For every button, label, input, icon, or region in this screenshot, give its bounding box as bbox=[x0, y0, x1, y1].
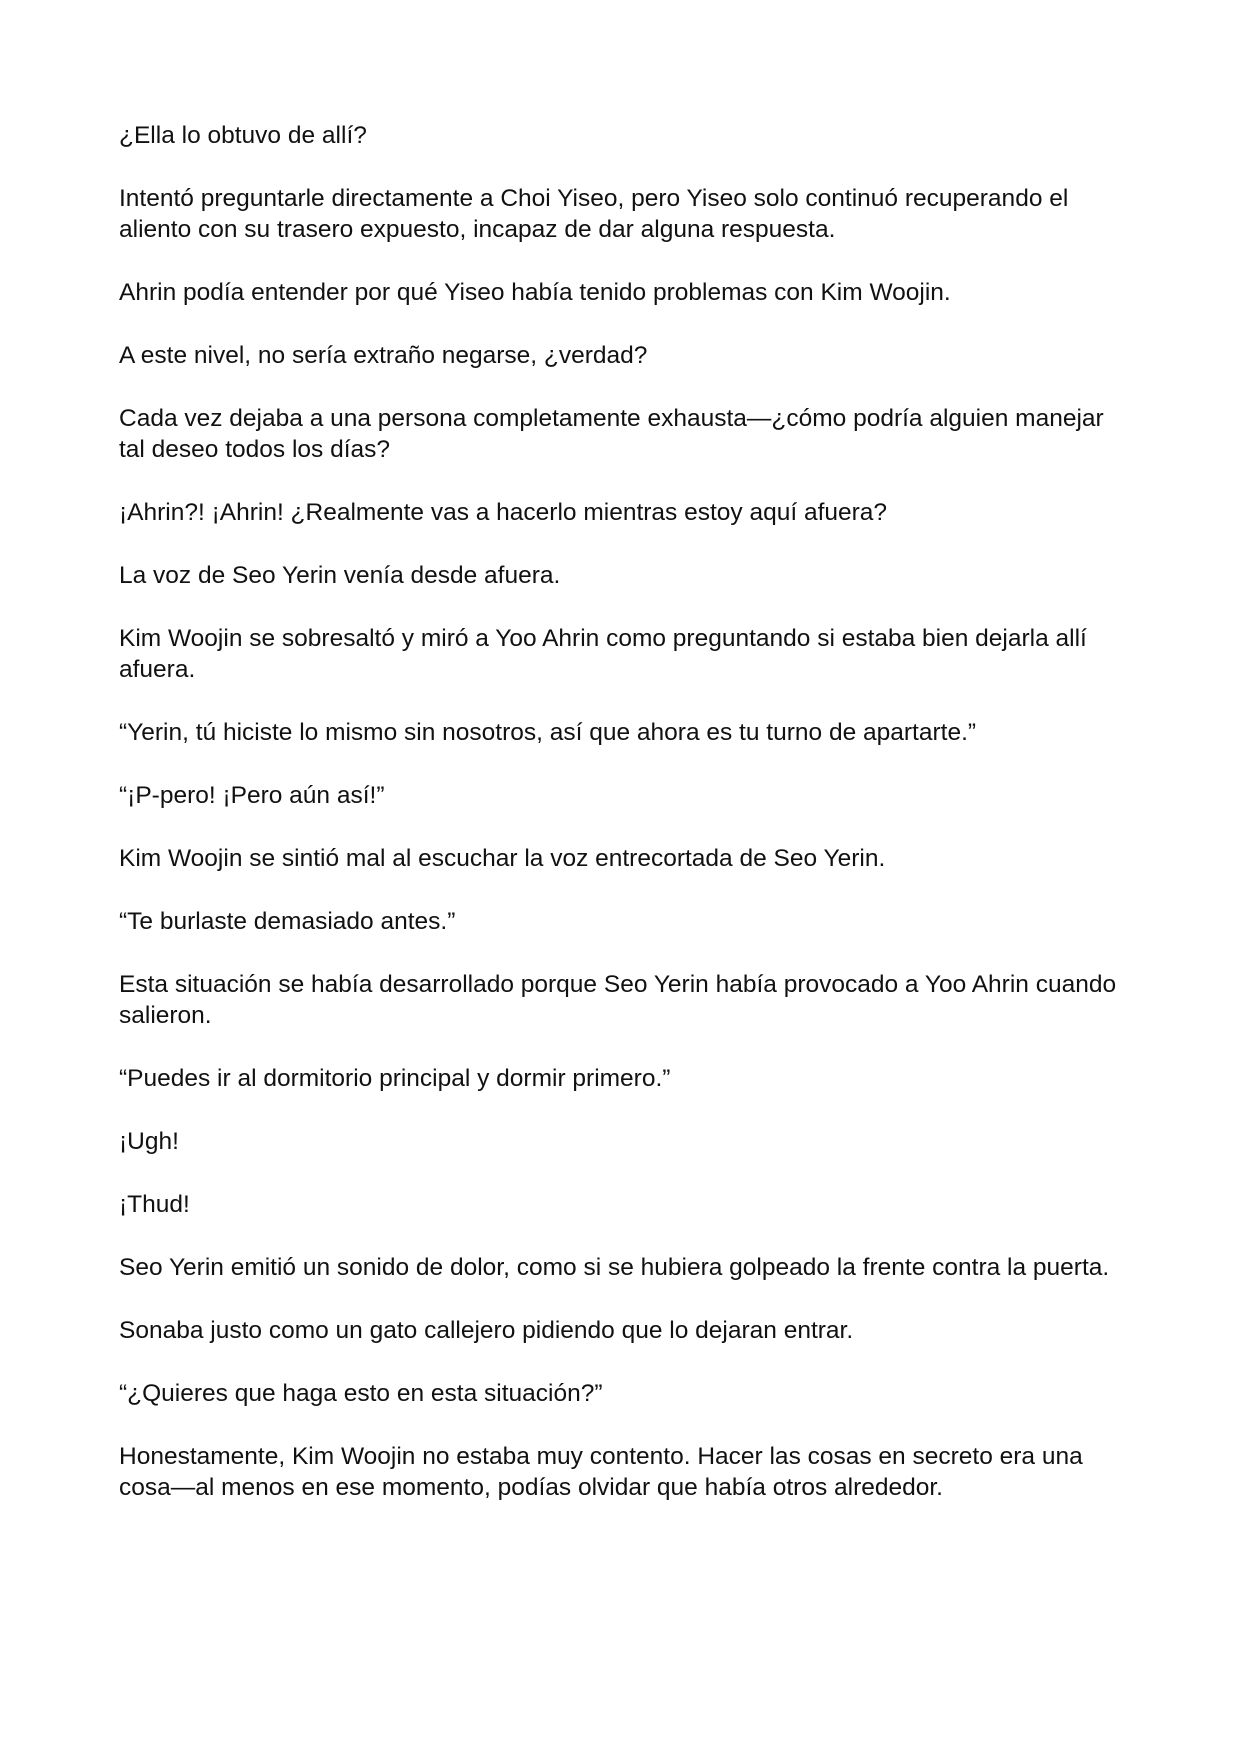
paragraph: ¡Thud! bbox=[119, 1191, 190, 1218]
paragraph: Sonaba justo como un gato callejero pidiendo que lo dejaran entrar. bbox=[119, 1317, 854, 1344]
paragraph: Seo Yerin emitió un sonido de dolor, como si se hubiera golpeado la frente contra la puerta. bbox=[119, 1254, 1110, 1281]
paragraph: Esta situación se había desarrollado porque Seo Yerin había provocado a Yoo Ahrin cuando salieron. bbox=[119, 971, 1117, 1029]
paragraph: Kim Woojin se sobresaltó y miró a Yoo Ahrin como preguntando si estaba bien dejarla allí afuera. bbox=[119, 625, 1087, 683]
paragraph: A este nivel, no sería extraño negarse, ¿verdad? bbox=[119, 342, 648, 369]
paragraph: “Te burlaste demasiado antes.” bbox=[119, 908, 456, 935]
paragraph: Ahrin podía entender por qué Yiseo había tenido problemas con Kim Woojin. bbox=[119, 279, 951, 306]
paragraph: “¡P-pero! ¡Pero aún así!” bbox=[119, 782, 385, 809]
paragraph: La voz de Seo Yerin venía desde afuera. bbox=[119, 562, 561, 589]
paragraph: ¡Ahrin?! ¡Ahrin! ¿Realmente vas a hacerlo mientras estoy aquí afuera? bbox=[119, 499, 888, 526]
paragraph: “¿Quieres que haga esto en esta situación?” bbox=[119, 1380, 603, 1407]
paragraph: Kim Woojin se sintió mal al escuchar la voz entrecortada de Seo Yerin. bbox=[119, 845, 886, 872]
paragraph: “Yerin, tú hiciste lo mismo sin nosotros, así que ahora es tu turno de apartarte.” bbox=[119, 719, 977, 746]
paragraph: Cada vez dejaba a una persona completamente exhausta—¿cómo podría alguien manejar tal deseo todos los días? bbox=[119, 405, 1104, 463]
paragraph: “Puedes ir al dormitorio principal y dormir primero.” bbox=[119, 1065, 671, 1092]
paragraph: ¿Ella lo obtuvo de allí? bbox=[119, 122, 367, 149]
paragraph: Honestamente, Kim Woojin no estaba muy contento. Hacer las cosas en secreto era una cosa—al menos en ese momento, podías olvidar que había otros alrededor. bbox=[119, 1443, 1083, 1501]
document-body bbox=[119, 120, 1129, 1535]
paragraph: ¡Ugh! bbox=[119, 1128, 179, 1155]
paragraph: Intentó preguntarle directamente a Choi Yiseo, pero Yiseo solo continuó recuperando el aliento con su trasero expuesto, incapaz de dar alguna respuesta. bbox=[119, 185, 1069, 243]
